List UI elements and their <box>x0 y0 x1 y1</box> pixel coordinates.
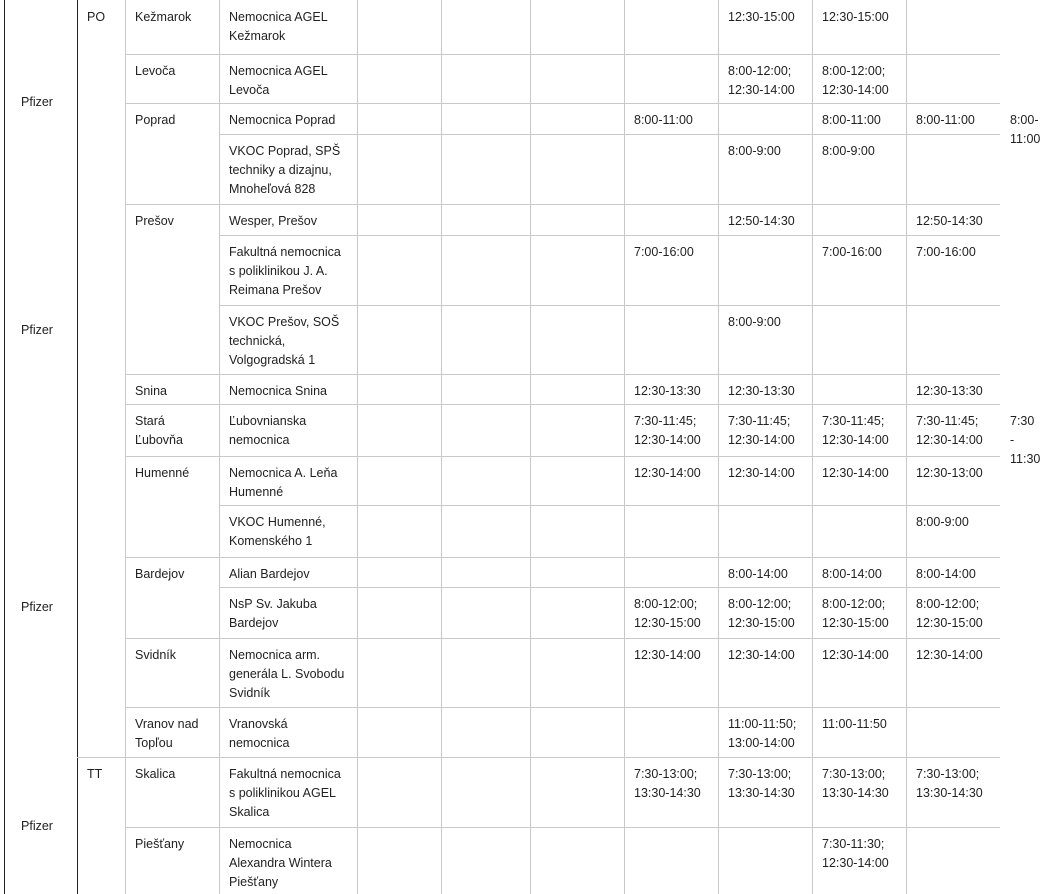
time-slot-cell: 12:30-13:30 <box>634 384 701 398</box>
time-slot-cell: 8:00-9:00 <box>728 315 781 329</box>
time-slot-cell: 7:30-13:00; 13:30-14:30 <box>822 767 889 800</box>
time-slot-cell: 12:30-13:00 <box>916 466 983 480</box>
time-slot-cell <box>1000 587 1018 638</box>
time-slot-cell <box>1000 54 1018 103</box>
time-slot-cell <box>1000 707 1018 757</box>
time-slot-cell <box>624 204 718 235</box>
time-slot-cell <box>530 103 624 134</box>
time-slot-cell: 7:30-13:00; 13:30-14:30 <box>916 767 983 800</box>
time-slot-cell <box>441 204 530 235</box>
time-slot-cell <box>812 505 906 557</box>
time-slot-cell: 7:30-13:00; 13:30-14:30 <box>728 767 795 800</box>
time-slot-cell <box>1000 456 1018 505</box>
time-slot-cell: 12:30-14:00 <box>822 648 889 662</box>
time-slot-cell <box>357 103 441 134</box>
time-slot-cell <box>357 305 441 374</box>
time-slot-cell: 12:30-14:00 <box>728 466 795 480</box>
time-slot-cell: 12:30-14:00 <box>916 648 983 662</box>
time-slot-cell <box>441 103 530 134</box>
time-slot-cell <box>530 707 624 757</box>
time-slot-cell <box>441 54 530 103</box>
time-slot-cell <box>1000 235 1018 305</box>
time-slot-cell <box>718 103 812 134</box>
time-slot-cell <box>1000 827 1018 894</box>
time-slot-cell: 8:00-9:00 <box>728 144 781 158</box>
time-slot-cell <box>357 587 441 638</box>
facility-cell: Fakultná nemocnica s poliklinikou AGEL Skalica <box>229 767 341 819</box>
time-slot-cell <box>357 204 441 235</box>
time-slot-cell: 8:00-11:00 <box>822 113 881 127</box>
time-slot-cell <box>441 134 530 204</box>
time-slot-cell <box>357 54 441 103</box>
time-slot-cell <box>441 757 530 827</box>
city-cell: Svidník <box>135 648 176 662</box>
time-slot-cell <box>906 0 1000 54</box>
time-slot-cell: 7:30-13:00; 13:30-14:30 <box>634 767 701 800</box>
facility-cell: Nemocnica arm. generála L. Svobodu Svidník <box>229 648 345 700</box>
time-slot-cell <box>906 827 1000 894</box>
facility-cell: Nemocnica Poprad <box>229 113 336 127</box>
time-slot-cell: 8:00-12:00; 12:30-14:00 <box>822 64 889 97</box>
time-slot-cell <box>624 557 718 587</box>
time-slot-cell: 8:00-14:00 <box>916 567 976 581</box>
time-slot-cell: 8:00-14:00 <box>822 567 882 581</box>
time-slot-cell <box>1000 0 1018 54</box>
time-slot-cell: 8:00-11:00 <box>916 113 975 127</box>
city-cell: Skalica <box>135 767 176 781</box>
facility-cell: Ľubovnianska nemocnica <box>229 414 307 447</box>
time-slot-cell: 7:00-16:00 <box>916 245 976 259</box>
region-cell: TT <box>87 767 103 781</box>
city-cell: Vranov nad Topľou <box>135 717 199 750</box>
time-slot-cell: 8:00-11:00 <box>1010 113 1041 146</box>
time-slot-cell <box>530 404 624 456</box>
manufacturer-label: Pfizer <box>21 600 53 614</box>
time-slot-cell <box>718 827 812 894</box>
time-slot-cell <box>441 707 530 757</box>
manufacturer-label: Pfizer <box>21 323 53 337</box>
time-slot-cell <box>906 54 1000 103</box>
time-slot-cell: 12:30-13:30 <box>728 384 795 398</box>
city-cell: Poprad <box>135 113 176 127</box>
time-slot-cell <box>530 505 624 557</box>
time-slot-cell <box>530 456 624 505</box>
time-slot-cell <box>441 638 530 707</box>
time-slot-cell: 8:00-9:00 <box>822 144 875 158</box>
facility-cell: Nemocnica AGEL Kežmarok <box>229 10 328 43</box>
time-slot-cell: 7:00-16:00 <box>822 245 882 259</box>
time-slot-cell <box>624 305 718 374</box>
time-slot-cell: 11:00-11:50; 13:00-14:00 <box>728 717 797 750</box>
time-slot-cell <box>441 235 530 305</box>
time-slot-cell <box>357 505 441 557</box>
city-cell: Kežmarok <box>135 10 192 24</box>
time-slot-cell <box>718 235 812 305</box>
manufacturer-label: Pfizer <box>21 95 53 109</box>
time-slot-cell <box>530 757 624 827</box>
time-slot-cell <box>441 0 530 54</box>
time-slot-cell: 7:30-11:45; 12:30-14:00 <box>916 414 983 447</box>
time-slot-cell: 7:30 - 11:30 <box>1010 414 1041 466</box>
time-slot-cell <box>812 305 906 374</box>
time-slot-cell: 8:00-11:00 <box>634 113 693 127</box>
time-slot-cell <box>1000 557 1018 587</box>
time-slot-cell <box>906 707 1000 757</box>
city-cell: Prešov <box>135 214 174 228</box>
facility-cell: VKOC Humenné, Komenského 1 <box>229 515 326 548</box>
time-slot-cell <box>624 134 718 204</box>
time-slot-cell: 8:00-9:00 <box>916 515 969 529</box>
time-slot-cell: 8:00-12:00; 12:30-14:00 <box>728 64 795 97</box>
time-slot-cell <box>441 456 530 505</box>
facility-cell: Wesper, Prešov <box>229 214 318 228</box>
time-slot-cell <box>530 0 624 54</box>
time-slot-cell: 8:00-12:00; 12:30-15:00 <box>634 597 701 630</box>
time-slot-cell: 12:30-14:00 <box>634 466 701 480</box>
time-slot-cell: 12:50-14:30 <box>916 214 983 228</box>
time-slot-cell <box>357 707 441 757</box>
time-slot-cell <box>1000 134 1018 204</box>
grid-line <box>4 0 5 894</box>
time-slot-cell <box>530 204 624 235</box>
time-slot-cell <box>530 305 624 374</box>
time-slot-cell <box>624 54 718 103</box>
facility-cell: Nemocnica AGEL Levoča <box>229 64 328 97</box>
time-slot-cell <box>624 707 718 757</box>
time-slot-cell: 7:30-11:45; 12:30-14:00 <box>728 414 795 447</box>
time-slot-cell: 12:50-14:30 <box>728 214 795 228</box>
facility-cell: Nemocnica Snina <box>229 384 327 398</box>
time-slot-cell: 8:00-12:00; 12:30-15:00 <box>916 597 983 630</box>
time-slot-cell: 12:30-14:00 <box>634 648 701 662</box>
time-slot-cell <box>357 827 441 894</box>
time-slot-cell <box>1000 305 1018 374</box>
time-slot-cell: 7:30-11:45; 12:30-14:00 <box>822 414 889 447</box>
time-slot-cell: 12:30-15:00 <box>822 10 889 24</box>
time-slot-cell: 8:00-12:00; 12:30-15:00 <box>728 597 795 630</box>
time-slot-cell: 7:00-16:00 <box>634 245 694 259</box>
time-slot-cell <box>441 374 530 404</box>
facility-cell: Nemocnica Alexandra Wintera Piešťany <box>229 837 332 889</box>
time-slot-cell: 12:30-15:00 <box>728 10 795 24</box>
facility-cell: Vranovská nemocnica <box>229 717 290 750</box>
time-slot-cell <box>357 456 441 505</box>
time-slot-cell <box>357 638 441 707</box>
time-slot-cell <box>812 374 906 404</box>
facility-cell: Fakultná nemocnica s poliklinikou J. A. Reimana Prešov <box>229 245 341 297</box>
city-cell: Stará Ľubovňa <box>135 414 183 447</box>
time-slot-cell <box>530 827 624 894</box>
time-slot-cell: 12:30-14:00 <box>728 648 795 662</box>
time-slot-cell <box>357 235 441 305</box>
city-cell: Humenné <box>135 466 190 480</box>
time-slot-cell <box>357 134 441 204</box>
time-slot-cell <box>530 638 624 707</box>
city-cell: Bardejov <box>135 567 185 581</box>
facility-cell: Alian Bardejov <box>229 567 310 581</box>
time-slot-cell <box>441 827 530 894</box>
time-slot-cell <box>624 827 718 894</box>
city-cell: Levoča <box>135 64 176 78</box>
facility-cell: VKOC Poprad, SPŠ techniky a dizajnu, Mnoheľová 828 <box>229 144 341 196</box>
facility-cell: Nemocnica A. Leňa Humenné <box>229 466 338 499</box>
time-slot-cell <box>718 505 812 557</box>
time-slot-cell <box>1000 505 1018 557</box>
time-slot-cell <box>624 0 718 54</box>
time-slot-cell <box>441 404 530 456</box>
facility-cell: NsP Sv. Jakuba Bardejov <box>229 597 317 630</box>
time-slot-cell: 12:30-14:00 <box>822 466 889 480</box>
time-slot-cell <box>357 757 441 827</box>
time-slot-cell <box>357 374 441 404</box>
manufacturer-label: Pfizer <box>21 819 53 833</box>
time-slot-cell: 11:00-11:50 <box>822 717 887 731</box>
time-slot-cell <box>441 505 530 557</box>
time-slot-cell <box>1000 204 1018 235</box>
time-slot-cell <box>1000 638 1018 707</box>
time-slot-cell: 7:30-11:30; 12:30-14:00 <box>822 837 889 870</box>
time-slot-cell <box>530 587 624 638</box>
time-slot-cell <box>1000 757 1018 827</box>
time-slot-cell: 12:30-13:30 <box>916 384 983 398</box>
time-slot-cell: 8:00-14:00 <box>728 567 788 581</box>
time-slot-cell <box>530 54 624 103</box>
time-slot-cell <box>624 505 718 557</box>
time-slot-cell <box>530 557 624 587</box>
time-slot-cell <box>357 0 441 54</box>
facility-cell: VKOC Prešov, SOŠ technická, Volgogradská 1 <box>229 315 340 367</box>
time-slot-cell <box>357 557 441 587</box>
time-slot-cell <box>530 374 624 404</box>
time-slot-cell <box>441 587 530 638</box>
city-cell: Piešťany <box>135 837 185 851</box>
time-slot-cell: 8:00-12:00; 12:30-15:00 <box>822 597 889 630</box>
city-cell: Snina <box>135 384 167 398</box>
time-slot-cell <box>530 134 624 204</box>
time-slot-cell <box>441 557 530 587</box>
time-slot-cell: 7:30-11:45; 12:30-14:00 <box>634 414 701 447</box>
time-slot-cell <box>530 235 624 305</box>
time-slot-cell <box>1000 374 1018 404</box>
time-slot-cell <box>812 204 906 235</box>
time-slot-cell <box>906 305 1000 374</box>
time-slot-cell <box>906 134 1000 204</box>
time-slot-cell <box>357 404 441 456</box>
region-cell: PO <box>87 10 106 24</box>
time-slot-cell <box>441 305 530 374</box>
